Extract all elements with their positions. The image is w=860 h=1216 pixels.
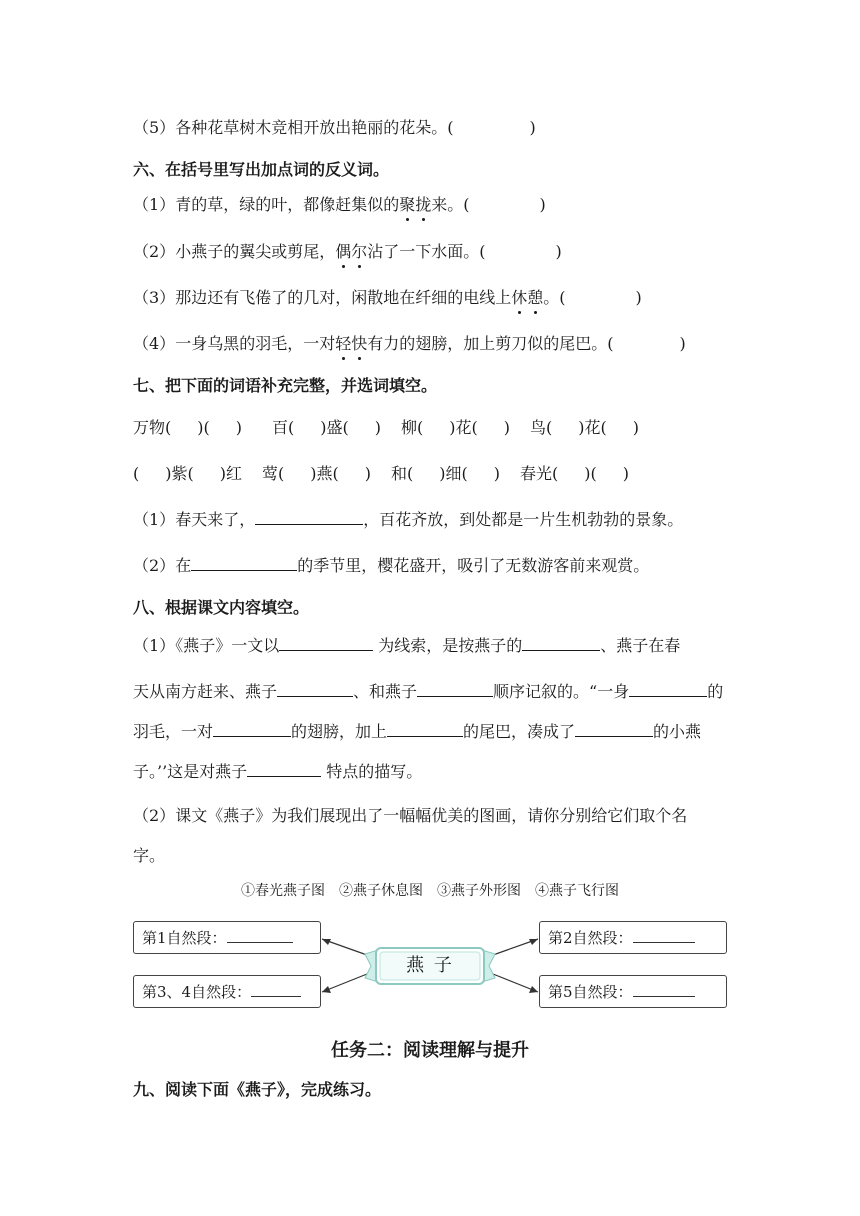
- center-label: 燕 子: [406, 955, 454, 976]
- fill-blank[interactable]: [255, 509, 363, 525]
- paragraph-1-box[interactable]: 第1自然段：: [133, 921, 321, 954]
- box-blank[interactable]: [633, 976, 695, 997]
- fill-blank[interactable]: [213, 721, 291, 737]
- idiom-row-2: ( )紫( )红 莺( )燕( ) 和( )细( ) 春光( )( ): [133, 464, 629, 483]
- fill-sentence-2: （2）在 的季节里，樱花盛开，吸引了无数游客前来观赏。: [133, 556, 650, 575]
- fill-blank[interactable]: [191, 555, 297, 571]
- section-6-item-2: （2）小燕子的翼尖或剪尾，偶尔沾了一下水面。( ): [133, 240, 562, 264]
- section-9-title: 九、阅读下面《燕子》，完成练习。: [133, 1080, 382, 1099]
- section-8-title: 八、根据课文内容填空。: [133, 598, 310, 617]
- section-8-p2-line1: （2）课文《燕子》为我们展现出了一幅幅优美的图画，请你分别给它们取个名: [133, 806, 688, 825]
- section-6-item-4: （4）一身乌黑的羽毛，一对轻快有力的翅膀，加上剪刀似的尾巴。( ): [133, 332, 686, 356]
- section-6-title: 六、在括号里写出加点词的反义词。: [133, 160, 390, 179]
- box-blank[interactable]: [227, 922, 293, 943]
- fill-blank[interactable]: [417, 681, 493, 697]
- paragraph-3-4-box[interactable]: 第3、4自然段：: [133, 975, 321, 1008]
- section-8-p2-line2: 字。: [133, 846, 166, 865]
- fill-blank[interactable]: [277, 681, 353, 697]
- paragraph-2-box[interactable]: 第2自然段：: [539, 921, 727, 954]
- fill-blank[interactable]: [279, 635, 373, 651]
- task-2-title: 任务二：阅读理解与提升: [331, 1040, 529, 1061]
- fill-sentence-1: （1）春天来了， ，百花齐放，到处都是一片生机勃勃的景象。: [133, 510, 684, 529]
- box-blank[interactable]: [633, 922, 695, 943]
- section-6-item-1: （1）青的草，绿的叶，都像赶集似的聚拢来。( ): [133, 193, 546, 217]
- section-8-p1-line4: 子。’’这是对燕子 特点的描写。: [133, 762, 423, 781]
- idiom-row-1: 万物( )( ) 百( )盛( ) 柳( )花( ) 鸟( )花( ): [133, 418, 639, 437]
- section-8-p1-line2: 天从南方赶来、燕子 、和燕子 顺序记叙的。“一身 的: [133, 682, 724, 701]
- section-8-p1-line1: （1）《燕子》一文以 为线索，是按燕子的 、燕子在春: [133, 636, 681, 655]
- fill-blank[interactable]: [522, 635, 600, 651]
- fill-blank[interactable]: [629, 681, 707, 697]
- section-6-item-3: （3）那边还有飞倦了的几对，闲散地在纤细的电线上休憩。( ): [133, 286, 642, 310]
- fill-blank[interactable]: [387, 721, 463, 737]
- picture-options: ①春光燕子图 ②燕子休息图 ③燕子外形图 ④燕子飞行图: [241, 883, 619, 899]
- fill-blank[interactable]: [247, 761, 321, 777]
- q5-item: （5）各种花草树木竞相开放出艳丽的花朵。( ): [133, 118, 536, 137]
- fill-blank[interactable]: [575, 721, 653, 737]
- section-7-title: 七、把下面的词语补充完整，并选词填空。: [133, 376, 438, 395]
- box-blank[interactable]: [251, 976, 301, 997]
- paragraph-5-box[interactable]: 第5自然段：: [539, 975, 727, 1008]
- section-8-p1-line3: 羽毛，一对 的翅膀，加上 的尾巴，凑成了 的小燕: [133, 722, 702, 741]
